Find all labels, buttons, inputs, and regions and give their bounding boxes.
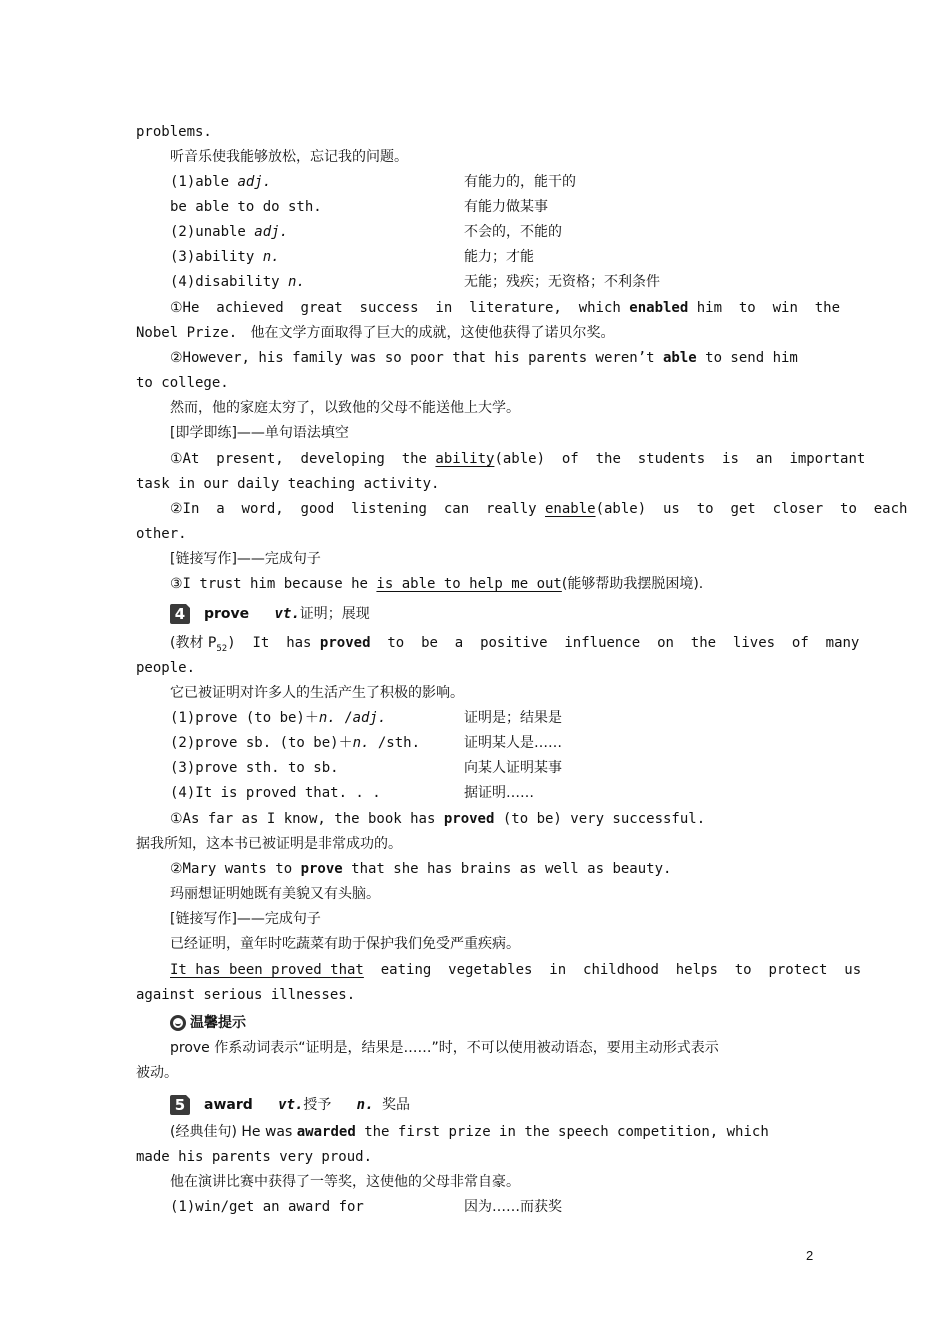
example-line: (经典佳句) He was awarded the first prize in the speech competition, which	[170, 1124, 769, 1140]
example-line: ①He achieved great success in literature, which enabled him to win the	[170, 300, 841, 316]
exercise-line: It has been proved that eating vegetables in childhood helps to protect us	[170, 962, 862, 978]
definition-row: (3)ability n. 能力；才能	[170, 249, 534, 265]
exercise-line: ①At present, developing the ability(able) of the students is an important	[170, 451, 866, 467]
translation-line: 已经证明，童年时吃蔬菜有助于保护我们免受严重疾病。	[170, 936, 520, 952]
definition-row: (1)prove (to be)＋n. /adj. 证明是；结果是	[170, 710, 562, 726]
example-line: Nobel Prize. 他在文学方面取得了巨大的成就，这使他获得了诺贝尔奖。	[136, 325, 615, 341]
section-label-writing: [链接写作]——完成句子	[170, 911, 321, 927]
tip-heading: 温馨提示	[170, 1011, 850, 1036]
translation-line: 它已被证明对许多人的生活产生了积极的影响。	[170, 685, 464, 701]
exercise-line: against serious illnesses.	[136, 987, 356, 1003]
exercise-line: ②In a word, good listening can really enable(able) us to get closer to each	[170, 501, 908, 517]
example-line: ②Mary wants to prove that she has brains as well as beauty.	[170, 861, 672, 877]
example-line: (教材 $P_{52}$) It has proved to be a positive influence on the lives of many	[170, 635, 860, 654]
definition-row: (4)It is proved that. . . 据证明……	[170, 785, 534, 801]
definition-row: (1)able adj. 有能力的，能干的	[170, 174, 576, 190]
text-line: problems.	[136, 124, 212, 140]
translation-line: 听音乐使我能够放松，忘记我的问题。	[170, 149, 408, 165]
exercise-line: ③I trust him because he is able to help me out(能够帮助我摆脱困境).	[170, 576, 704, 592]
translation-line: 玛丽想证明她既有美貌又有头脑。	[170, 886, 380, 902]
definition-row: (2)prove sb. (to be)＋n. /sth. 证明某人是……	[170, 735, 562, 751]
example-line: ②However, his family was so poor that his parents weren’t able to send him	[170, 350, 798, 366]
definition-row: (4)disability n. 无能；残疾；无资格；不利条件	[170, 274, 660, 290]
example-line: people.	[136, 660, 196, 676]
number-4-badge-icon: 4	[170, 604, 190, 624]
translation-line: 然而，他的家庭太穷了，以致他的父母不能送他上大学。	[170, 400, 520, 416]
example-line: ①As far as I know, the book has proved (to be) very successful.	[170, 811, 706, 827]
translation-line: 他在演讲比赛中获得了一等奖，这使他的父母非常自豪。	[170, 1174, 520, 1190]
answer-blank: It has been proved that	[170, 962, 364, 978]
example-line: to college.	[136, 375, 229, 391]
tip-text: 被动。	[136, 1065, 178, 1081]
definition-row: be able to do sth. 有能力做某事	[170, 199, 548, 215]
section-label-writing: [链接写作]——完成句子	[170, 551, 321, 567]
exercise-line: task in our daily teaching activity.	[136, 476, 440, 492]
translation-line: 据我所知，这本书已被证明是非常成功的。	[136, 836, 402, 852]
page-number: 2	[806, 1248, 814, 1263]
definition-row: (1)win/get an award for 因为……而获奖	[170, 1199, 562, 1215]
smiley-icon	[170, 1015, 186, 1031]
answer-blank: is able to help me out	[376, 576, 562, 592]
entry-heading-prove: 4 prove vt.证明；展现	[170, 600, 850, 628]
definition-row: (3)prove sth. to sb. 向某人证明某事	[170, 760, 562, 776]
exercise-line: other.	[136, 526, 187, 542]
answer-blank: enable	[545, 501, 596, 517]
answer-blank: ability	[435, 451, 495, 467]
tip-text: prove 作系动词表示“证明是，结果是……”时，不可以使用被动语态，要用主动形式表示	[170, 1040, 719, 1056]
number-5-badge-icon: 5	[170, 1095, 190, 1115]
definition-row: (2)unable adj. 不会的，不能的	[170, 224, 562, 240]
entry-heading-award: 5 award vt.授予 n. 奖品	[170, 1091, 850, 1119]
example-line: made his parents very proud.	[136, 1149, 373, 1165]
section-label-practice: [即学即练]——单句语法填空	[170, 425, 349, 441]
